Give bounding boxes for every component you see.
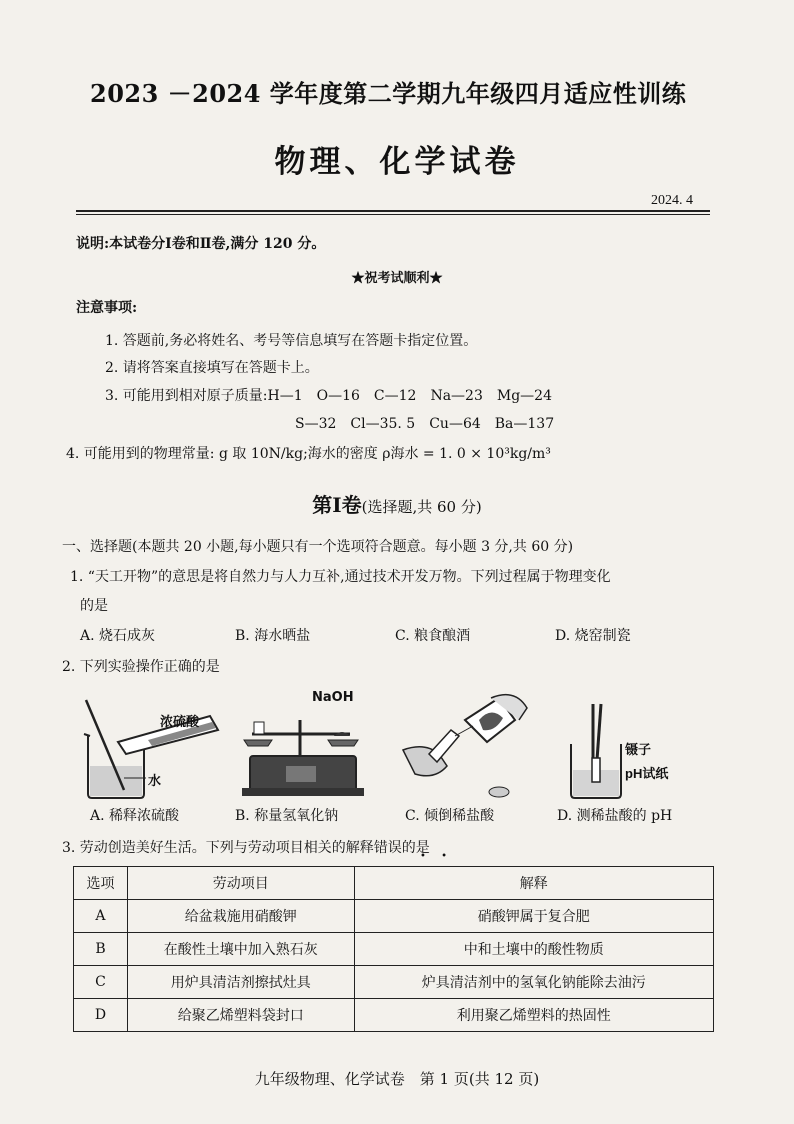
table-cell: A — [74, 900, 128, 933]
table-header-cell: 劳动项目 — [127, 867, 354, 900]
header-rule-thin — [76, 214, 710, 215]
table-cell: 给盆栽施用硝酸钾 — [127, 900, 354, 933]
table-header-row — [74, 867, 714, 900]
notice-item-3: 3. 可能用到相对原子质量:H—1 O—16 C—12 Na—23 Mg—24 — [105, 388, 552, 404]
table-cell: D — [74, 999, 128, 1032]
question-2-stem: 2. 下列实验操作正确的是 — [62, 659, 220, 675]
table-row — [74, 900, 714, 933]
exam-title-line2: 物理、化学试卷 — [274, 144, 520, 180]
volume-heading — [0, 489, 794, 518]
caption-d: D. 测稀盐酸的 pH — [557, 808, 673, 824]
figure-c-pouring — [395, 690, 535, 802]
caption-c: C. 倾倒稀盐酸 — [405, 808, 495, 824]
table-header-cell: 选项 — [74, 867, 128, 900]
table-cell: 在酸性土壤中加入熟石灰 — [127, 933, 354, 966]
attention-heading: 注意事项: — [76, 300, 138, 316]
volume-title: 第Ⅰ卷 — [312, 493, 362, 517]
table-cell: 中和土壤中的酸性物质 — [354, 933, 713, 966]
exam-description: 说明:本试卷分Ⅰ卷和Ⅱ卷,满分 120 分。 — [76, 236, 326, 252]
label-naoh: NaOH — [312, 690, 354, 705]
good-luck-banner: ★祝考试顺利★ — [351, 271, 443, 286]
question-1-stem-cont: 的是 — [80, 598, 108, 614]
notice-item-4: 4. 可能用到的物理常量: g 取 10N/kg;海水的密度 ρ海水 = 1. 0 × 10³kg/m³ — [66, 446, 551, 462]
q1-option-a: A. 烧石成灰 — [80, 628, 156, 644]
table-row — [74, 933, 714, 966]
label-tweezers: 镊子 — [625, 743, 652, 758]
table-row — [74, 966, 714, 999]
question-1-stem: 1. “天工开物”的意思是将自然力与人力互补,通过技术开发万物。下列过程属于物理变化 — [70, 569, 611, 585]
figure-d-ph-test — [565, 700, 629, 800]
section-heading: 一、选择题(本题共 20 小题,每小题只有一个选项符合题意。每小题 3 分,共 60 分) — [62, 539, 574, 555]
caption-b: B. 称量氢氧化钠 — [235, 808, 339, 824]
notice-item-1: 1. 答题前,务必将姓名、考号等信息填写在答题卡指定位置。 — [105, 333, 478, 349]
exam-title-line1: 2023 －2024 学年度第二学期九年级四月适应性训练 — [90, 79, 687, 108]
table-row — [74, 999, 714, 1032]
header-rule-thick — [76, 210, 710, 212]
page-footer: 九年级物理、化学试卷 第 1 页(共 12 页) — [254, 1070, 540, 1088]
label-ph-paper: pH试纸 — [625, 766, 669, 781]
notice-item-2: 2. 请将答案直接填写在答题卡上。 — [105, 360, 319, 376]
table-cell: 硝酸钾属于复合肥 — [354, 900, 713, 933]
label-water: 水 — [148, 774, 162, 789]
table-cell: 炉具清洁剂中的氢氧化钠能除去油污 — [354, 966, 713, 999]
q1-option-d: D. 烧窑制瓷 — [555, 628, 631, 644]
question-3-stem: 3. 劳动创造美好生活。下列与劳动项目相关的解释错误的是 — [62, 840, 430, 856]
exam-date: 2024. 4 — [651, 193, 693, 208]
label-concentrated-acid: 浓硫酸 — [160, 715, 200, 730]
emphasis-dots: • • — [420, 851, 453, 862]
table-cell: 给聚乙烯塑料袋封口 — [127, 999, 354, 1032]
q3-table — [73, 866, 714, 1032]
table-cell: C — [74, 966, 128, 999]
table-header-cell: 解释 — [354, 867, 713, 900]
figure-b-balance — [238, 700, 368, 800]
table-cell: B — [74, 933, 128, 966]
volume-subtitle: (选择题,共 60 分) — [361, 498, 482, 516]
table-cell: 用炉具清洁剂擦拭灶具 — [127, 966, 354, 999]
table-cell: 利用聚乙烯塑料的热固性 — [354, 999, 713, 1032]
caption-a: A. 稀释浓硫酸 — [90, 808, 180, 824]
notice-item-3-cont: S—32 Cl—35. 5 Cu—64 Ba—137 — [295, 416, 555, 432]
q1-option-b: B. 海水晒盐 — [235, 628, 311, 644]
q1-option-c: C. 粮食酿酒 — [395, 628, 471, 644]
